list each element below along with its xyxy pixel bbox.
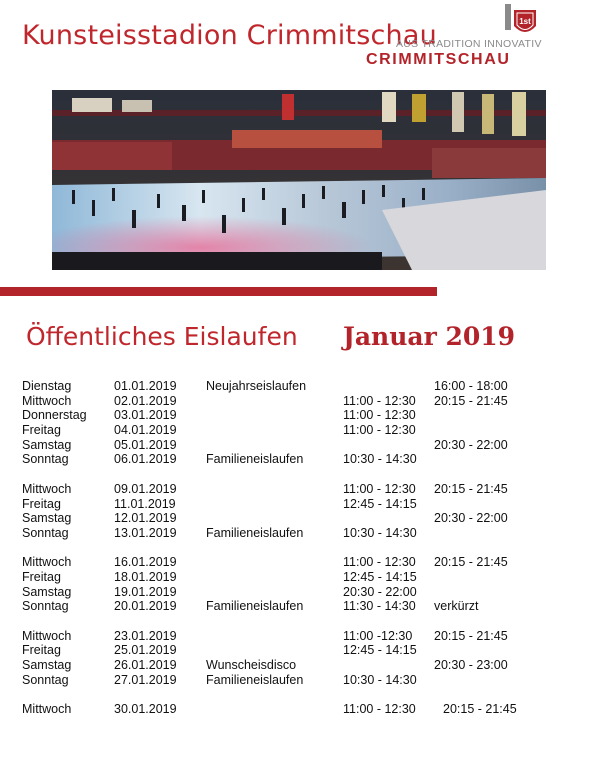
schedule-row	[22, 482, 582, 497]
week-spacer	[22, 467, 582, 482]
schedule-day: Samstag	[22, 437, 72, 452]
schedule-date: 30.01.2019	[114, 702, 177, 717]
schedule-row	[22, 599, 582, 614]
schedule-day: Mittwoch	[22, 702, 72, 717]
schedule-date: 18.01.2019	[114, 569, 177, 584]
schedule-table	[22, 379, 582, 717]
schedule-time-2: 20:15 - 21:45	[434, 481, 508, 496]
schedule-event: Familieneislaufen	[206, 452, 304, 467]
schedule-date: 16.01.2019	[114, 555, 177, 570]
section-title: Öffentliches Eislaufen	[26, 322, 298, 351]
schedule-time-2: 20:30 - 22:00	[434, 437, 508, 452]
schedule-row	[22, 702, 582, 717]
schedule-time-1: 11:00 - 12:30	[343, 555, 416, 570]
schedule-time-2: 20:30 - 23:00	[434, 658, 508, 673]
club-crest-logo	[505, 4, 539, 40]
schedule-event: Familieneislaufen	[206, 599, 304, 614]
logo-slogan: AUS TRADITION INNOVATIV	[396, 38, 542, 50]
schedule-time-2: 16:00 - 18:00	[434, 379, 508, 393]
schedule-date: 20.01.2019	[114, 599, 177, 614]
schedule-row	[22, 526, 582, 541]
schedule-row	[22, 585, 582, 600]
schedule-row	[22, 643, 582, 658]
schedule-row	[22, 673, 582, 688]
schedule-time-2: 20:15 - 21:45	[434, 555, 508, 570]
schedule-event: Familieneislaufen	[206, 525, 304, 540]
schedule-date: 05.01.2019	[114, 437, 177, 452]
schedule-date: 02.01.2019	[114, 393, 177, 408]
schedule-time-2: 20:15 - 21:45	[434, 628, 508, 643]
schedule-day: Dienstag	[22, 379, 72, 393]
schedule-day: Samstag	[22, 511, 72, 526]
schedule-day: Freitag	[22, 496, 61, 511]
schedule-date: 25.01.2019	[114, 643, 177, 658]
schedule-date: 06.01.2019	[114, 452, 177, 467]
section-divider	[0, 287, 437, 296]
schedule-day: Sonntag	[22, 452, 69, 467]
schedule-time-1: 12:45 - 14:15	[343, 569, 417, 584]
schedule-day: Mittwoch	[22, 393, 72, 408]
schedule-day: Freitag	[22, 423, 61, 438]
schedule-event: Neujahrseislaufen	[206, 379, 307, 393]
schedule-row	[22, 379, 582, 394]
schedule-time-2: 20:15 - 21:45	[434, 393, 508, 408]
schedule-row	[22, 497, 582, 512]
schedule-row	[22, 511, 582, 526]
schedule-date: 19.01.2019	[114, 584, 177, 599]
schedule-date: 23.01.2019	[114, 628, 177, 643]
schedule-event: Familieneislaufen	[206, 672, 304, 687]
schedule-row	[22, 555, 582, 570]
week-spacer	[22, 687, 582, 702]
schedule-day: Freitag	[22, 643, 61, 658]
schedule-day: Mittwoch	[22, 628, 72, 643]
logo-city-name: CRIMMITSCHAU	[366, 51, 511, 68]
schedule-day: Donnerstag	[22, 408, 87, 423]
schedule-day: Samstag	[22, 584, 72, 599]
schedule-time-1: 20:30 - 22:00	[343, 584, 417, 599]
schedule-row	[22, 408, 582, 423]
schedule-time-1: 11:00 - 12:30	[343, 423, 416, 438]
schedule-date: 26.01.2019	[114, 658, 177, 673]
schedule-date: 13.01.2019	[114, 525, 177, 540]
month-label: Januar 2019	[343, 322, 516, 351]
schedule-time-2: verkürzt	[434, 599, 479, 614]
schedule-date: 04.01.2019	[114, 423, 177, 438]
schedule-row	[22, 658, 582, 673]
schedule-time-1: 11:00 - 12:30	[343, 481, 416, 496]
schedule-date: 27.01.2019	[114, 672, 177, 687]
schedule-day: Mittwoch	[22, 481, 72, 496]
schedule-time-1: 11:00 - 12:30	[343, 408, 416, 423]
schedule-date: 12.01.2019	[114, 511, 177, 526]
schedule-row	[22, 570, 582, 585]
week-spacer	[22, 614, 582, 629]
schedule-time-1: 12:45 - 14:15	[343, 496, 417, 511]
page-title: Kunsteisstadion Crimmitschau	[22, 20, 437, 51]
schedule-row	[22, 394, 582, 409]
schedule-time-2: 20:15 - 21:45	[443, 702, 517, 717]
schedule-time-1: 12:45 - 14:15	[343, 643, 417, 658]
schedule-time-1: 11:00 - 12:30	[343, 702, 416, 717]
schedule-day: Samstag	[22, 658, 72, 673]
crest-text: 1st	[519, 17, 531, 26]
schedule-row	[22, 423, 582, 438]
schedule-row	[22, 629, 582, 644]
schedule-time-1: 10:30 - 14:30	[343, 525, 417, 540]
ice-rink-photo	[52, 90, 546, 270]
schedule-date: 11.01.2019	[114, 496, 176, 511]
schedule-day: Sonntag	[22, 525, 69, 540]
schedule-time-1: 11:30 - 14:30	[343, 599, 416, 614]
schedule-day: Freitag	[22, 569, 61, 584]
schedule-time-1: 11:00 -12:30	[343, 628, 413, 643]
schedule-row	[22, 438, 582, 453]
schedule-event: Wunscheisdisco	[206, 658, 297, 673]
schedule-time-1: 10:30 - 14:30	[343, 672, 417, 687]
week-spacer	[22, 541, 582, 556]
schedule-time-2: 20:30 - 22:00	[434, 511, 508, 526]
schedule-day: Sonntag	[22, 672, 69, 687]
schedule-date: 01.01.2019	[114, 379, 177, 393]
schedule-date: 03.01.2019	[114, 408, 177, 423]
schedule-time-1: 10:30 - 14:30	[343, 452, 417, 467]
schedule-time-1: 11:00 - 12:30	[343, 393, 416, 408]
schedule-date: 09.01.2019	[114, 481, 177, 496]
schedule-day: Mittwoch	[22, 555, 72, 570]
schedule-day: Sonntag	[22, 599, 69, 614]
schedule-row	[22, 452, 582, 467]
